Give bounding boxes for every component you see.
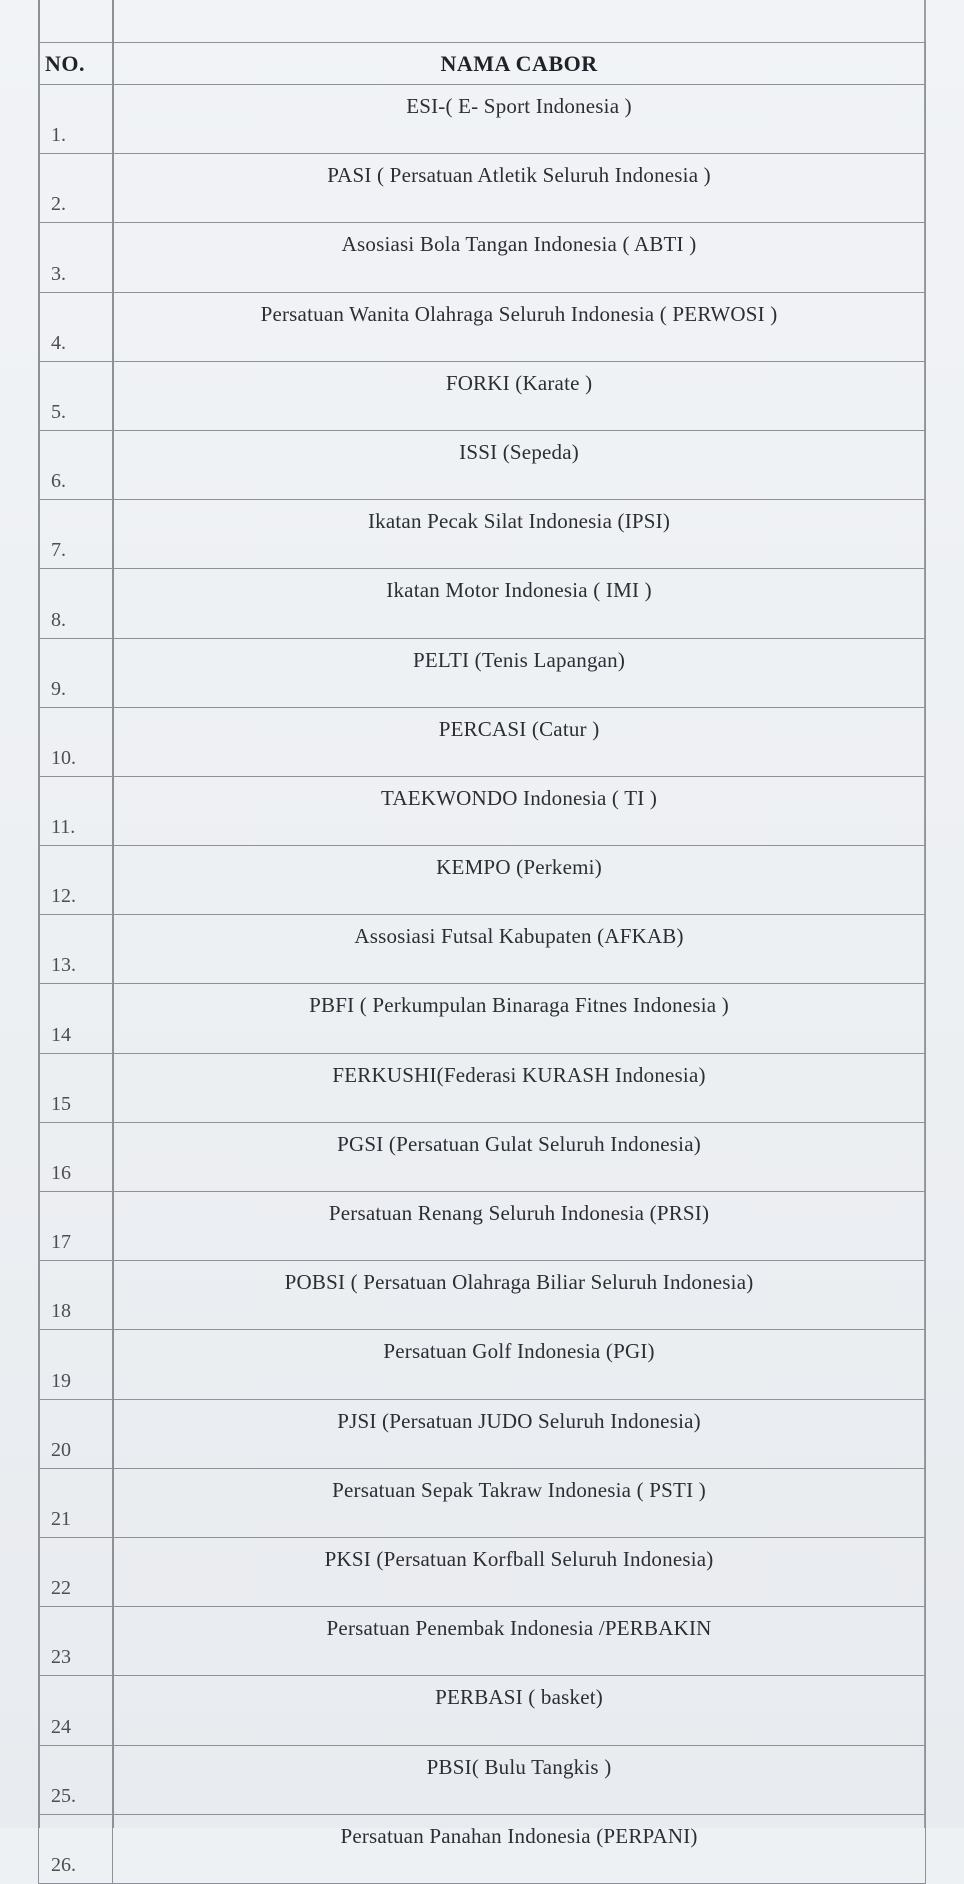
- table-header-row: [39, 43, 926, 85]
- cabor-name: PASI ( Persatuan Atletik Seluruh Indonesia ): [113, 154, 926, 223]
- row-number: 9.: [39, 638, 113, 707]
- row-number: 12.: [39, 846, 113, 915]
- row-number: 8.: [39, 569, 113, 638]
- table-row: [39, 707, 926, 776]
- row-number: 16: [39, 1122, 113, 1191]
- cabor-name: PBFI ( Perkumpulan Binaraga Fitnes Indonesia ): [113, 984, 926, 1053]
- row-number: 4.: [39, 292, 113, 361]
- cabor-name: ISSI (Sepeda): [113, 430, 926, 499]
- table-row: [39, 638, 926, 707]
- row-number: 22: [39, 1537, 113, 1606]
- cabor-name: PERBASI ( basket): [113, 1676, 926, 1745]
- table-row: [39, 1468, 926, 1537]
- table-row: [39, 1399, 926, 1468]
- cabor-name: PGSI (Persatuan Gulat Seluruh Indonesia): [113, 1122, 926, 1191]
- table-row: [39, 1053, 926, 1122]
- cabor-name: Persatuan Renang Seluruh Indonesia (PRSI): [113, 1192, 926, 1261]
- cabor-name: Ikatan Motor Indonesia ( IMI ): [113, 569, 926, 638]
- row-number: 11.: [39, 776, 113, 845]
- table-row: [39, 1330, 926, 1399]
- row-number: 3.: [39, 223, 113, 292]
- table-row: [39, 1122, 926, 1191]
- row-number: 24: [39, 1676, 113, 1745]
- table-row: [39, 1261, 926, 1330]
- cabor-name: PBSI( Bulu Tangkis ): [113, 1745, 926, 1814]
- table-row: [39, 430, 926, 499]
- table-row: [39, 1814, 926, 1883]
- column-header-name: NAMA CABOR: [113, 43, 926, 85]
- table-row: [39, 1537, 926, 1606]
- row-number: 25.: [39, 1745, 113, 1814]
- cabor-name: Persatuan Penembak Indonesia /PERBAKIN: [113, 1607, 926, 1676]
- table-row: [39, 915, 926, 984]
- cabor-name: Ikatan Pecak Silat Indonesia (IPSI): [113, 500, 926, 569]
- row-number: 15: [39, 1053, 113, 1122]
- table-row: [39, 984, 926, 1053]
- row-number: 19: [39, 1330, 113, 1399]
- cabor-name: ESI-( E- Sport Indonesia ): [113, 85, 926, 154]
- column-header-no: NO.: [39, 43, 113, 85]
- cabor-name: Persatuan Sepak Takraw Indonesia ( PSTI ): [113, 1468, 926, 1537]
- cabor-name: PELTI (Tenis Lapangan): [113, 638, 926, 707]
- row-number: 5.: [39, 361, 113, 430]
- row-number: 14: [39, 984, 113, 1053]
- table-row: [39, 292, 926, 361]
- table-row: [39, 776, 926, 845]
- row-number: 7.: [39, 500, 113, 569]
- cabor-name: PKSI (Persatuan Korfball Seluruh Indonesia): [113, 1537, 926, 1606]
- row-number: 13.: [39, 915, 113, 984]
- cabor-table: [38, 42, 926, 1884]
- row-number: 18: [39, 1261, 113, 1330]
- row-number: 23: [39, 1607, 113, 1676]
- cabor-name: POBSI ( Persatuan Olahraga Biliar Seluruh Indonesia): [113, 1261, 926, 1330]
- table-row: [39, 361, 926, 430]
- table-row: [39, 846, 926, 915]
- table-row: [39, 1607, 926, 1676]
- cabor-name: KEMPO (Perkemi): [113, 846, 926, 915]
- table-row: [39, 1745, 926, 1814]
- cabor-name: Persatuan Golf Indonesia (PGI): [113, 1330, 926, 1399]
- row-number: 1.: [39, 85, 113, 154]
- table-row: [39, 569, 926, 638]
- table-row: [39, 85, 926, 154]
- table-row: [39, 223, 926, 292]
- table-row: [39, 154, 926, 223]
- cabor-name: TAEKWONDO Indonesia ( TI ): [113, 776, 926, 845]
- cabor-name: FERKUSHI(Federasi KURASH Indonesia): [113, 1053, 926, 1122]
- cabor-name: FORKI (Karate ): [113, 361, 926, 430]
- cabor-name: PERCASI (Catur ): [113, 707, 926, 776]
- row-number: 10.: [39, 707, 113, 776]
- row-number: 17: [39, 1192, 113, 1261]
- row-number: 26.: [39, 1814, 113, 1883]
- row-number: 21: [39, 1468, 113, 1537]
- cabor-name: PJSI (Persatuan JUDO Seluruh Indonesia): [113, 1399, 926, 1468]
- table-row: [39, 1676, 926, 1745]
- cabor-name: Persatuan Wanita Olahraga Seluruh Indonesia ( PERWOSI ): [113, 292, 926, 361]
- table-row: [39, 1192, 926, 1261]
- row-number: 6.: [39, 430, 113, 499]
- row-number: 2.: [39, 154, 113, 223]
- cabor-name: Asosiasi Bola Tangan Indonesia ( ABTI ): [113, 223, 926, 292]
- row-number: 20: [39, 1399, 113, 1468]
- table-row: [39, 500, 926, 569]
- cabor-name: Assosiasi Futsal Kabupaten (AFKAB): [113, 915, 926, 984]
- cabor-name: Persatuan Panahan Indonesia (PERPANI): [113, 1814, 926, 1883]
- table-body: [39, 85, 926, 1884]
